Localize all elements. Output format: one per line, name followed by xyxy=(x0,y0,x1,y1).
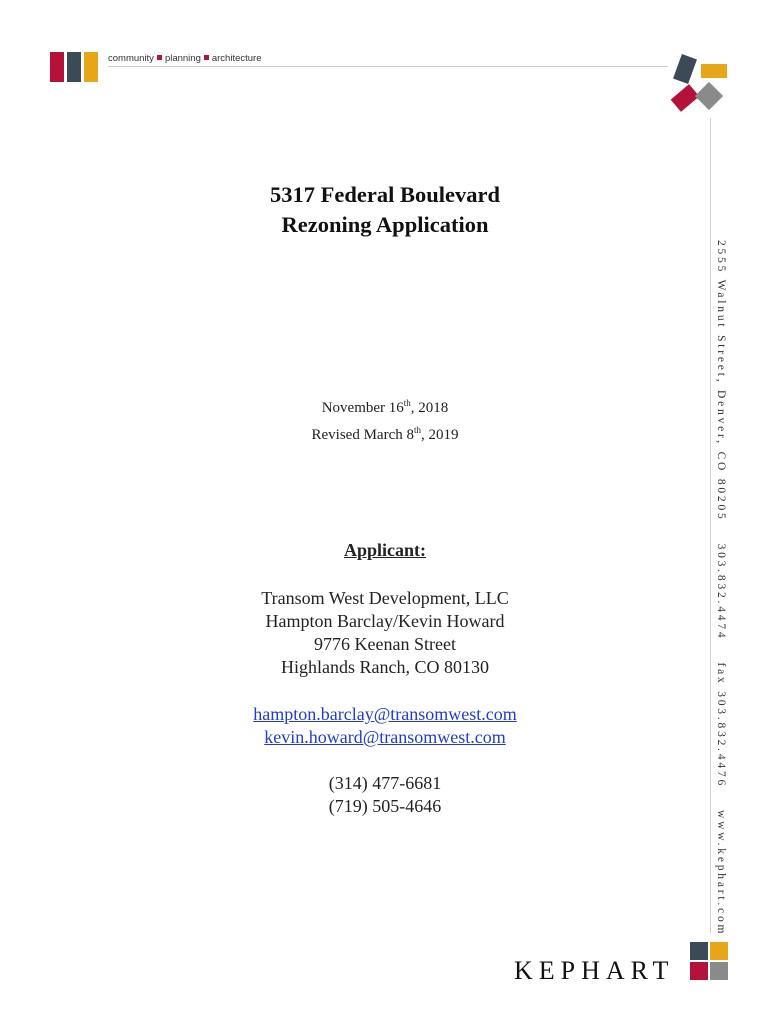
title-line-2: Rezoning Application xyxy=(281,212,489,237)
tagline-architecture: architecture xyxy=(211,53,262,64)
bottom-logo-gray-square xyxy=(710,962,728,980)
phone-block xyxy=(0,772,770,818)
cluster-red-square xyxy=(671,84,700,112)
revised-date: Revised March 8th, 2019 xyxy=(311,425,459,443)
cluster-gold-square xyxy=(701,64,727,78)
email-link-hampton[interactable]: hampton.barclay@transomwest.com xyxy=(253,704,517,724)
bottom-logo-slate-square xyxy=(690,942,708,960)
cluster-slate-square xyxy=(673,54,697,84)
submission-date: November 16th, 2018 xyxy=(321,398,449,416)
tagline-community: community xyxy=(108,53,154,64)
email-block xyxy=(0,703,770,749)
logo-gold-square xyxy=(84,52,98,82)
applicant-city: Highlands Ranch, CO 80130 xyxy=(281,657,489,677)
applicant-heading: Applicant: xyxy=(343,540,426,560)
email-link-kevin[interactable]: kevin.howard@transomwest.com xyxy=(264,727,506,747)
bottom-logo xyxy=(690,942,730,982)
tagline-separator xyxy=(157,55,162,60)
applicant-street: 9776 Keenan Street xyxy=(314,634,456,654)
applicant-contacts: Hampton Barclay/Kevin Howard xyxy=(265,611,505,631)
title-line-1: 5317 Federal Boulevard xyxy=(270,182,500,207)
top-logo xyxy=(50,52,100,82)
logo-red-square xyxy=(50,52,64,82)
corner-logo-cluster xyxy=(665,50,735,120)
applicant-company: Transom West Development, LLC xyxy=(261,588,509,608)
side-fax: fax 303.832.4476 xyxy=(715,662,727,789)
tagline-planning: planning xyxy=(164,53,201,64)
document-title xyxy=(0,180,770,240)
side-website: www.kephart.com xyxy=(715,810,727,937)
header-rule xyxy=(108,66,668,67)
side-phone: 303.832.4474 xyxy=(715,543,727,641)
header-tagline xyxy=(108,53,262,64)
bottom-logo-red-square xyxy=(690,962,708,980)
cluster-gray-square xyxy=(695,82,723,110)
logo-slate-square xyxy=(67,52,81,82)
phone-2: (719) 505-4646 xyxy=(328,796,442,816)
side-address: 2555 Walnut Street, Denver, CO 80205 xyxy=(715,240,727,522)
dates-block xyxy=(0,392,770,446)
applicant-address xyxy=(0,587,770,679)
phone-1: (314) 477-6681 xyxy=(328,773,442,793)
tagline-separator xyxy=(204,55,209,60)
kephart-wordmark: KEPHART xyxy=(514,956,675,985)
bottom-logo-gold-square xyxy=(710,942,728,960)
